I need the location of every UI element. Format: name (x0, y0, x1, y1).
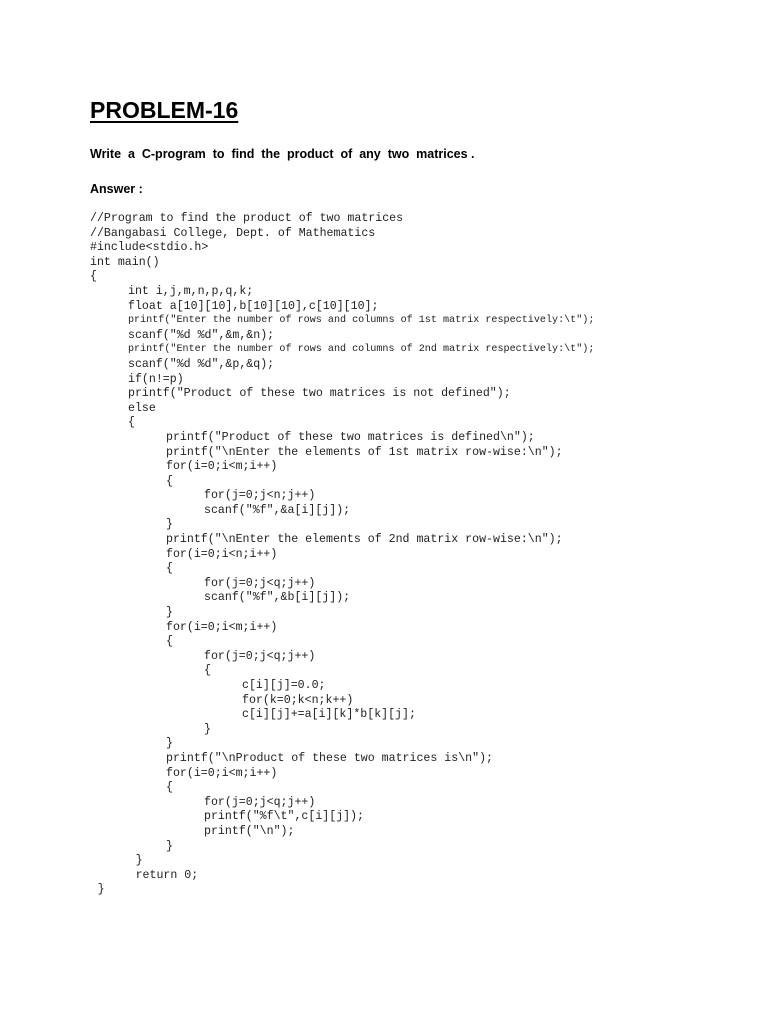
code-line: } (166, 737, 173, 751)
code-line: for(i=0;i<m;i++) (166, 460, 278, 474)
code-line: scanf("%f",&b[i][j]); (204, 591, 351, 605)
code-line: { (166, 562, 173, 576)
code-line: else (128, 401, 156, 415)
code-line: for(i=0;i<m;i++) (166, 766, 278, 780)
problem-question: Write a C-program to find the product of any two matrices . (90, 147, 475, 161)
code-line: for(j=0;j<n;j++) (204, 489, 316, 503)
code-line: { (166, 635, 173, 649)
code-line: printf("\n"); (204, 824, 295, 838)
code-line: scanf("%d %d",&p,&q); (128, 357, 275, 371)
code-line: for(i=0;i<m;i++) (166, 620, 278, 634)
code-line: float a[10][10],b[10][10],c[10][10]; (128, 299, 379, 313)
code-line: } (204, 722, 211, 736)
code-line: } (166, 839, 173, 853)
code-line: } (97, 883, 105, 897)
code-line: printf("Enter the number of rows and columns of 1st matrix respectively:\t"); (128, 315, 595, 327)
code-line: #include<stdio.h> (90, 241, 209, 255)
code-line: //Program to find the product of two matrices (90, 212, 404, 225)
code-line: { (128, 416, 135, 430)
code-line: int i,j,m,n,p,q,k; (128, 284, 254, 298)
code-listing (90, 212, 594, 898)
code-line: printf("Product of these two matrices is not defined"); (128, 387, 511, 401)
code-line: printf("\nEnter the elements of 1st matrix row-wise:\n"); (166, 445, 563, 459)
code-line: printf("%f\t",c[i][j]); (204, 810, 365, 824)
code-line: for(j=0;j<q;j++) (204, 576, 316, 590)
code-line: scanf("%f",&a[i][j]); (204, 503, 351, 517)
code-line: { (166, 781, 173, 795)
code-line: if(n!=p) (128, 372, 184, 386)
code-line: //Bangabasi College, Dept. of Mathematics (90, 226, 376, 240)
code-line: printf("\nProduct of these two matrices is\n"); (166, 751, 493, 765)
code-line: c[i][j]+=a[i][k]*b[k][j]; (242, 708, 416, 722)
code-line: int main() (90, 255, 160, 269)
code-line: } (166, 606, 173, 620)
code-line: c[i][j]=0.0; (242, 679, 326, 692)
answer-label: Answer : (90, 182, 143, 196)
code-line: for(k=0;k<n;k++) (242, 693, 354, 707)
code-line: for(i=0;i<n;i++) (166, 547, 278, 561)
code-line: { (166, 474, 173, 488)
code-line: } (135, 854, 143, 868)
code-line: { (90, 270, 97, 284)
code-line: } (166, 518, 173, 532)
code-line: printf("Enter the number of rows and columns of 2nd matrix respectively:\t"); (128, 344, 595, 356)
code-line: printf("Product of these two matrices is defined\n"); (166, 430, 535, 444)
code-line: for(j=0;j<q;j++) (204, 795, 316, 809)
code-line: printf("\nEnter the elements of 2nd matrix row-wise:\n"); (166, 533, 563, 547)
code-line: { (204, 664, 211, 678)
problem-title: PROBLEM-16 (90, 97, 239, 123)
code-line: for(j=0;j<q;j++) (204, 649, 316, 663)
code-line: return 0; (135, 868, 199, 882)
code-line: scanf("%d %d",&m,&n); (128, 328, 275, 342)
